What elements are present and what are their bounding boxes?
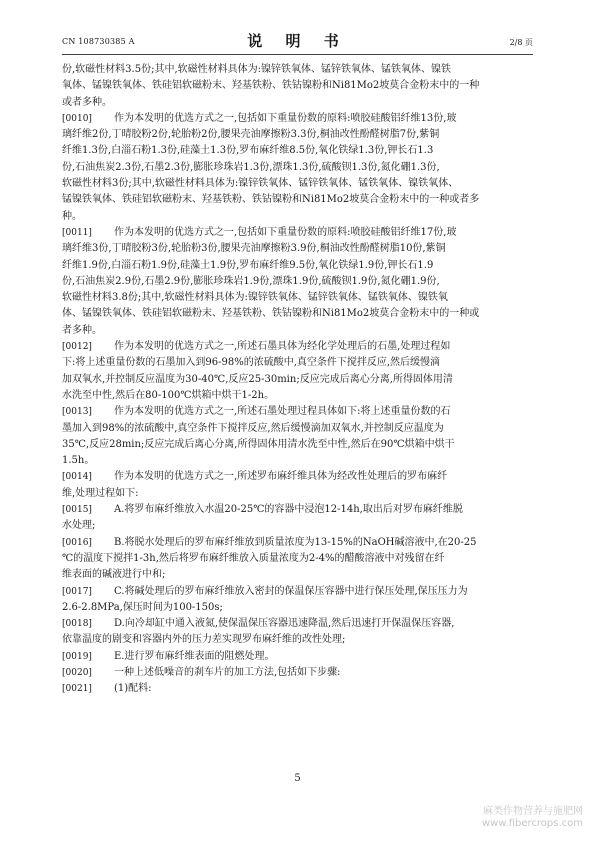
text-line: 份,软磁性材料3.5份;其中,软磁性材料具体为:镍锌铁氧体、锰锌铁氧体、锰铁氧体、镍铁 — [62, 64, 451, 75]
text-line: 作为本发明的优选方式之一,所述罗布麻纤维具体为经改性处理后的罗布麻纤 — [114, 471, 448, 483]
paragraph-number: [0015] — [62, 505, 92, 516]
text-line: 软磁性材料3份;其中,软磁性材料具体为:镍锌铁氧体、锰锌铁氧体、锰铁氧体、镍铁氧体、 — [62, 178, 459, 190]
text-line: 作为本发明的优选方式之一,所述石墨处理过程具体如下:将上述重量份数的石 — [114, 406, 451, 418]
text-line: 水洗至中性,然后在80-100℃烘箱中烘干1-2h。 — [62, 389, 275, 401]
text-line: 份,石油焦炭2.3份,石墨2.3份,膨胀珍珠岩1.3份,漂珠1.3份,硫酸钡1.3份,氮化硼1.3份, — [62, 161, 440, 173]
paragraph — [62, 404, 532, 469]
document-title: 说 明 书 — [247, 32, 348, 50]
watermark — [482, 806, 583, 830]
paragraph — [62, 616, 532, 649]
paragraph — [62, 225, 532, 339]
text-line: 依靠温度的剧变和容器内外的压力差实现罗布麻纤维的改性处理; — [62, 634, 346, 646]
text-line: C.将碱处理后的罗布麻纤维放入密封的保温保压容器中进行保压处理,保压压力为 — [114, 585, 468, 597]
page-count: 2/8 页 — [509, 38, 533, 47]
text-line: 1.5h。 — [62, 455, 95, 467]
paragraph-number: [0017] — [62, 586, 92, 597]
page-header — [62, 30, 533, 55]
paragraph — [62, 665, 532, 681]
text-line: 2.6-2.8MPa,保压时间为100-150s; — [62, 601, 223, 613]
paragraph — [62, 469, 532, 502]
paragraph — [62, 111, 532, 225]
paragraph-number: [0012] — [62, 342, 92, 353]
text-line: 作为本发明的优选方式之一,包括如下重量份数的原料:喷胶硅酸铝纤维13份,玻 — [114, 112, 457, 124]
paragraph-number: [0013] — [62, 407, 92, 418]
paragraph-number: [0011] — [62, 227, 92, 238]
watermark-title: 麻类作物营养与施肥网 — [483, 806, 583, 817]
paragraph — [62, 681, 532, 697]
text-line: 氧体、锰镍铁氧体、铁硅铝软磁粉末、羟基铁粉、铁钴镍粉和Ni81Mo2坡莫合金粉末中的一种 — [62, 80, 480, 92]
text-line: 维,处理过程如下: — [62, 487, 139, 499]
watermark-url: www.fibercrops.com — [481, 818, 583, 829]
paragraph — [62, 62, 532, 111]
page-number: 5 — [294, 773, 301, 784]
text-line: 者多种。 — [62, 324, 102, 336]
text-line: 璃纤维3份,丁晴胶粉3份,轮胎粉3份,腰果壳油摩擦粉3.9份,桐油改性酚醛树脂10份,紫铜 — [62, 243, 446, 255]
paragraph-number: [0018] — [62, 619, 92, 630]
text-line: 下:将上述重量份数的石墨加入到96-98%的浓硫酸中,真空条件下搅拌反应,然后缓慢滴 — [62, 357, 441, 369]
paragraph-number: [0014] — [62, 472, 92, 483]
text-line: 作为本发明的优选方式之一,包括如下重量份数的原料:喷胶硅酸铝纤维17份,玻 — [114, 226, 457, 238]
paragraph-number: [0010] — [62, 113, 92, 124]
text-line: 墨加入到98%的浓硫酸中,真空条件下搅拌反应,然后缓慢滴加双氧水,并控制反应温度为 — [62, 422, 444, 434]
text-line: 璃纤维2份,丁晴胶粉2份,轮胎粉2份,腰果壳油摩擦粉3.3份,桐油改性酚醛树脂7份,紫铜 — [62, 129, 440, 141]
text-line: 加双氧水,并控制反应温度为30-40℃,反应25-30min;反应完成后离心分离,所得固体用清 — [62, 373, 453, 385]
text-line: 维表面的碱液进行中和; — [62, 569, 166, 581]
text-line: 份,石油焦炭2.9份,石墨2.9份,膨胀珍珠岩1.9份,漂珠1.9份,硫酸钡1.9份,氮化硼1.9份, — [62, 275, 440, 287]
paragraph-number: [0016] — [62, 537, 92, 548]
paragraph-number: [0020] — [62, 667, 92, 678]
text-line: 水处理; — [62, 520, 96, 532]
text-line: 纤维1.9份,白淄石粉1.9份,硅藻土1.9份,罗布麻纤维9.5份,氧化铁绿1.9份,钾长石1.9 — [62, 259, 434, 271]
text-line: A.将罗布麻纤维放入水温20-25℃的容器中浸泡12-14h,取出后对罗布麻纤维脱 — [114, 504, 463, 516]
text-line: B.将脱水处理后的罗布麻纤维放到质量浓度为13-15%的NaOH碱溶液中,在20-25 — [114, 536, 477, 548]
patent-number: CN 108730385 A — [62, 37, 135, 46]
text-line: 或者多种。 — [62, 96, 112, 108]
paragraph — [62, 649, 532, 665]
paragraph — [62, 584, 532, 617]
text-line: 一种上述低噪音的刹车片的加工方法,包括如下步骤: — [114, 666, 341, 678]
text-line: 锰镍铁氧体、铁硅铝软磁粉末、羟基铁粉、铁钴镍粉和Ni81Mo2坡莫合金粉末中的一种或者多 — [62, 194, 480, 206]
text-line: 体、锰镍铁氧体、铁硅铝软磁粉末、羟基铁粉、铁钴镍粉和Ni81Mo2坡莫合金粉末中的一种或 — [62, 308, 480, 320]
text-line: 作为本发明的优选方式之一,所述石墨具体为经化学处理后的石墨,处理过程如 — [114, 341, 451, 353]
paragraph — [62, 535, 532, 584]
text-line: E.进行罗布麻纤维表面的阻燃处理。 — [114, 650, 275, 662]
text-line: (1)配料: — [114, 683, 152, 695]
paragraph-number: [0019] — [62, 651, 92, 662]
paragraph-number: [0021] — [62, 684, 92, 695]
text-line: 纤维1.3份,白淄石粉1.3份,硅藻土1.3份,罗布麻纤维8.5份,氧化铁绿1.3份,钾长石1.3 — [62, 145, 434, 157]
paragraph — [62, 502, 532, 535]
text-line: D.向冷却缸中通入液氮,使保温保压容器迅速降温,然后迅速打开保温保压容器, — [114, 618, 455, 630]
text-line: 35℃,反应28min;反应完成后离心分离,所得固体用清水洗至中性,然后在90℃烘箱中烘干 — [62, 438, 455, 450]
document-body — [62, 62, 532, 698]
text-line: ℃的温度下搅拌1-3h,然后将罗布麻纤维放入质量浓度为2-4%的醋酸溶液中对残留在纤 — [62, 552, 445, 564]
text-line: 软磁性材料3.8份;其中,软磁性材料具体为:镍锌铁氧体、锰锌铁氧体、锰铁氧体、镍铁氧 — [62, 292, 448, 304]
text-line: 种。 — [62, 210, 82, 222]
paragraph — [62, 339, 532, 404]
